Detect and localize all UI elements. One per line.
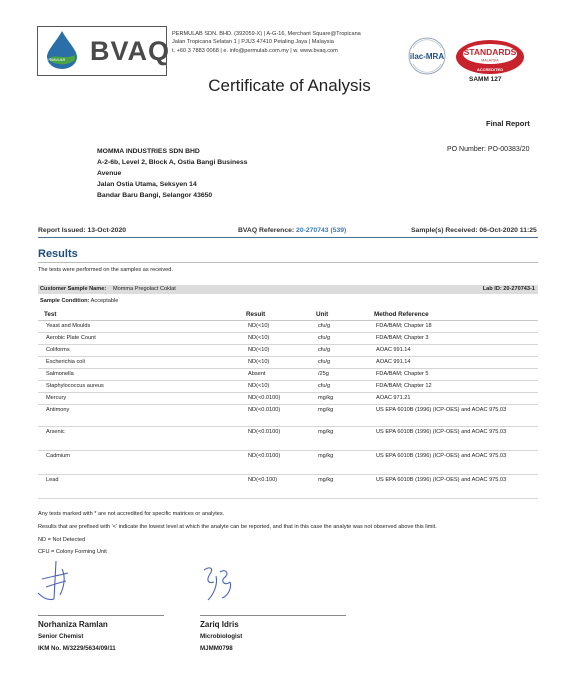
footnote: CFU = Colony Forming Unit bbox=[38, 549, 107, 555]
col-test: Test bbox=[38, 309, 240, 321]
signatory-reg: IKM No. M/3229/5634/09/11 bbox=[38, 645, 116, 652]
divider bbox=[38, 262, 538, 263]
results-intro: The tests were performed on the samples as received. bbox=[38, 267, 173, 273]
result-value: ND(<10) bbox=[240, 357, 310, 369]
signature-line bbox=[200, 615, 346, 616]
table-row bbox=[38, 475, 538, 499]
unit: mg/kg bbox=[310, 427, 368, 451]
result-value: ND(<0.0100) bbox=[240, 427, 310, 451]
signatory-name: Norhaniza Ramlan bbox=[38, 620, 108, 629]
method: US EPA 6010B (1996) (ICP-OES) and AOAC 975.03 bbox=[368, 427, 538, 451]
method: FDA/BAM; Chapter 12 bbox=[368, 381, 538, 393]
table-row bbox=[38, 427, 538, 451]
signature-line bbox=[38, 615, 164, 616]
sample-condition bbox=[40, 298, 118, 304]
signatory-2 bbox=[200, 619, 242, 655]
client-name: MOMMA INDUSTRIES SDN BHD bbox=[97, 148, 200, 155]
table-row bbox=[38, 321, 538, 333]
page-title: Certificate of Analysis bbox=[208, 76, 371, 95]
method: US EPA 6010B (1996) (ICP-OES) and AOAC 975.03 bbox=[368, 475, 538, 499]
table-row bbox=[38, 405, 538, 427]
table-row bbox=[38, 369, 538, 381]
client-address-line: Bandar Baru Bangi, Selangor 43650 bbox=[97, 192, 213, 199]
signatory-name: Zariq Idris bbox=[200, 620, 239, 629]
divider bbox=[38, 237, 538, 238]
client-address-line: A-2-6b, Level 2, Block A, Ostia Bangi Business bbox=[97, 159, 248, 166]
col-unit: Unit bbox=[310, 309, 368, 321]
method: FDA/BAM; Chapter 18 bbox=[368, 321, 538, 333]
signatory-1 bbox=[38, 619, 116, 655]
result-value: ND(<10) bbox=[240, 345, 310, 357]
col-method: Method Reference bbox=[368, 309, 538, 321]
signatory-reg: MJMM0798 bbox=[200, 645, 233, 652]
signatory-title: Senior Chemist bbox=[38, 633, 84, 640]
result-value: ND(<0.0100) bbox=[240, 451, 310, 475]
company-line: t. +60 3 7883 0068 | e. info@permulab.com.my | w. www.bvaq.com bbox=[172, 47, 338, 54]
logo-small-text: PERMULAB bbox=[43, 57, 66, 62]
unit: cfu/g bbox=[310, 345, 368, 357]
unit: mg/kg bbox=[310, 475, 368, 499]
footnote: ND = Not Detected bbox=[38, 537, 86, 543]
footnote: Any tests marked with * are not accredited for specific matrices or analytes. bbox=[38, 511, 225, 517]
results-table bbox=[38, 309, 538, 499]
water-drop-icon bbox=[44, 30, 80, 70]
method: US EPA 6010B (1996) (ICP-OES) and AOAC 975.03 bbox=[368, 405, 538, 427]
signatory-title: Microbiologist bbox=[200, 633, 243, 640]
sample-name-label: Customer Sample Name: bbox=[40, 286, 107, 292]
method: FDA/BAM; Chapter 5 bbox=[368, 369, 538, 381]
po-number: PO Number: PO-00383/20 bbox=[447, 146, 530, 153]
unit: /25g bbox=[310, 369, 368, 381]
report-status: Final Report bbox=[486, 119, 530, 128]
standards-band: ACCREDITED bbox=[476, 67, 504, 72]
ilac-mra-logo bbox=[404, 36, 450, 76]
report-issued: Report Issued: 13-Oct-2020 bbox=[38, 227, 127, 234]
reference-label: BVAQ Reference: bbox=[238, 227, 297, 234]
signature-image bbox=[200, 562, 244, 606]
result-value: Absent bbox=[240, 369, 310, 381]
unit: mg/kg bbox=[310, 451, 368, 475]
table-row bbox=[38, 451, 538, 475]
method: AOAC 991.14 bbox=[368, 345, 538, 357]
test-name: Escherichia coli bbox=[38, 357, 240, 369]
unit: mg/kg bbox=[310, 393, 368, 405]
company-line: PERMULAB SDN. BHD. (392059-X) | A-G-16, Merchant Square@Tropicana bbox=[172, 31, 361, 37]
footnote: Results that are prefixed with '<' indicate the lowest level at which the analyte can be reported, and that in this case the analyte was not observed above this limit. bbox=[38, 524, 437, 530]
sample-condition-value: Acceptable bbox=[90, 298, 119, 304]
table-row bbox=[38, 333, 538, 345]
table-header-row bbox=[38, 309, 538, 321]
logo-text: BVAQ bbox=[90, 36, 171, 66]
bvaq-logo bbox=[37, 26, 171, 76]
signature-image bbox=[36, 557, 86, 605]
test-name: Staphylococcus aureus bbox=[38, 381, 240, 393]
test-name: Coliforms bbox=[38, 345, 240, 357]
client-address-line: Avenue bbox=[97, 170, 122, 177]
company-line: Jalan Tropicana Selatan 1 | PJU3 47410 Petaling Jaya | Malaysia bbox=[172, 39, 334, 46]
lab-id: Lab ID: 20-270743-1 bbox=[482, 286, 535, 292]
samm-number: SAMM 127 bbox=[469, 76, 502, 83]
table-row bbox=[38, 393, 538, 405]
method: AOAC 971.21 bbox=[368, 393, 538, 405]
method: FDA/BAM; Chapter 3 bbox=[368, 333, 538, 345]
table-row bbox=[38, 345, 538, 357]
samples-received: Sample(s) Received: 06-Oct-2020 11:25 bbox=[411, 227, 537, 234]
reference-value: 20-270743 (539) bbox=[296, 227, 347, 234]
test-name: Salmonella bbox=[38, 369, 240, 381]
client-block bbox=[97, 146, 247, 201]
test-name: Mercury bbox=[38, 393, 240, 405]
results-heading: Results bbox=[38, 248, 78, 260]
standards-malaysia-logo bbox=[454, 38, 526, 76]
sample-name-bar bbox=[38, 285, 538, 294]
unit: cfu/g bbox=[310, 333, 368, 345]
standards-sub: MALAYSIA bbox=[481, 58, 499, 63]
bvaq-reference bbox=[238, 227, 346, 234]
method: AOAC 991.14 bbox=[368, 357, 538, 369]
method: US EPA 6010B (1996) (ICP-OES) and AOAC 975.03 bbox=[368, 451, 538, 475]
unit: mg/kg bbox=[310, 405, 368, 427]
result-value: ND(<0.0100) bbox=[240, 405, 310, 427]
test-name: Aerobic Plate Count bbox=[38, 333, 240, 345]
result-value: ND(<0.100) bbox=[240, 475, 310, 499]
sample-name-value: Momma Pregolact Coklat bbox=[113, 286, 176, 292]
test-name: Arsenic bbox=[38, 427, 240, 451]
result-value: ND(<0.0100) bbox=[240, 393, 310, 405]
result-value: ND(<10) bbox=[240, 381, 310, 393]
unit: cfu/g bbox=[310, 321, 368, 333]
test-name: Lead bbox=[38, 475, 240, 499]
company-address bbox=[172, 30, 361, 55]
col-result: Result bbox=[240, 309, 310, 321]
ilac-text: ilac-MRA bbox=[409, 52, 445, 61]
standards-text: STANDARDS bbox=[463, 47, 517, 57]
unit: cfu/g bbox=[310, 381, 368, 393]
unit: cfu/g bbox=[310, 357, 368, 369]
test-name: Cadmium bbox=[38, 451, 240, 475]
result-value: ND(<10) bbox=[240, 321, 310, 333]
result-value: ND(<10) bbox=[240, 333, 310, 345]
sample-condition-label: Sample Condition: bbox=[40, 298, 90, 304]
client-address-line: Jalan Ostia Utama, Seksyen 14 bbox=[97, 181, 197, 188]
test-name: Yeast and Moulds bbox=[38, 321, 240, 333]
table-row bbox=[38, 357, 538, 369]
test-name: Antimony bbox=[38, 405, 240, 427]
table-row bbox=[38, 381, 538, 393]
